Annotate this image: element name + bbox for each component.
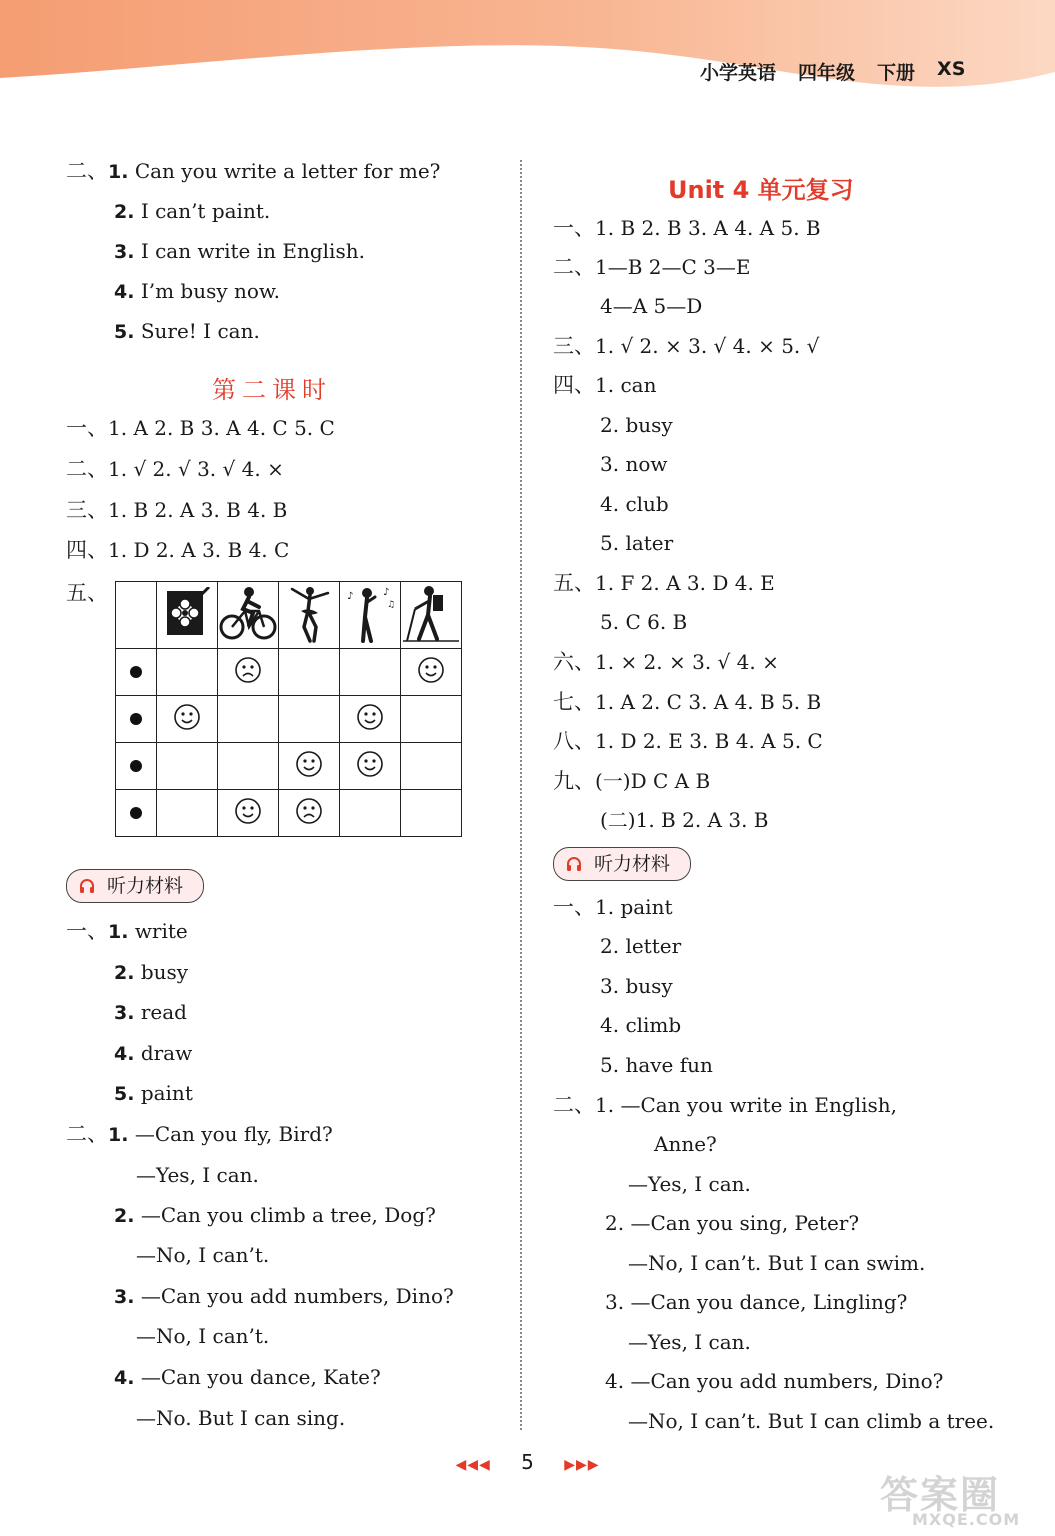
answer-text: 1. D 2. A 3. B 4. C	[108, 538, 290, 562]
bullet-dot	[130, 807, 142, 819]
page-number: 5	[521, 1450, 534, 1474]
header-grade: 四年级	[798, 62, 856, 84]
table-cell	[401, 743, 462, 790]
header-volume: 下册	[877, 62, 916, 84]
svg-text:♪: ♪	[347, 591, 354, 602]
section-marker: 五、	[66, 581, 108, 605]
svg-text:♪: ♪	[383, 587, 390, 598]
right-answer-row	[600, 451, 667, 477]
bullet-cell	[116, 743, 157, 790]
right-answer-row	[600, 609, 687, 635]
flower-painting-icon	[157, 582, 218, 649]
sad-face-icon	[295, 797, 323, 825]
header-subject: 小学英语	[700, 62, 777, 84]
section-marker: 二、	[66, 159, 108, 183]
right-listen1-row	[600, 933, 681, 959]
right-answer-row	[553, 254, 751, 280]
watermark-logo	[870, 1468, 1050, 1532]
right-listen1-row	[553, 894, 672, 920]
answer-text: 5. have fun	[600, 1053, 713, 1077]
left-p1-line1	[66, 158, 440, 185]
section-marker: 三、	[553, 334, 595, 358]
table-cell	[279, 790, 340, 837]
item-number: 1.	[108, 1124, 129, 1146]
table-cell	[340, 743, 401, 790]
answer-table	[115, 581, 462, 837]
item-number: 3.	[114, 1002, 135, 1024]
listen2-row	[114, 1283, 454, 1310]
table-cell	[279, 696, 340, 743]
dialogue-line: 3. —Can you dance, Lingling?	[605, 1290, 908, 1314]
lesson-title: 第二课时	[212, 376, 332, 404]
left-p1-line2	[114, 198, 270, 225]
section-marker: 一、	[553, 895, 595, 919]
tag-label: 听力材料	[107, 875, 184, 897]
item-number: 3.	[114, 1286, 135, 1308]
bullet-cell	[116, 696, 157, 743]
listen2-row	[136, 1405, 345, 1431]
watermark-text: 答案圈	[880, 1473, 1001, 1517]
bullet-dot	[130, 760, 142, 772]
table-cell	[340, 696, 401, 743]
table-row	[116, 743, 462, 790]
right-listen2-row	[654, 1131, 717, 1157]
table-cell	[218, 649, 279, 696]
answer-text: 1. × 2. × 3. √ 4. ×	[595, 650, 779, 674]
table-cell	[401, 649, 462, 696]
item-number: 1.	[108, 161, 129, 183]
table-cell	[218, 743, 279, 790]
right-listen2-row	[628, 1408, 994, 1434]
answer-text: 1. F 2. A 3. D 4. E	[595, 571, 775, 595]
bullet-cell	[116, 790, 157, 837]
answer-text: 1. paint	[595, 895, 673, 919]
listen2-row	[136, 1242, 269, 1268]
section-marker: 一、	[66, 919, 108, 943]
listen1-row	[114, 1080, 193, 1107]
happy-face-icon	[234, 797, 262, 825]
right-listen2-row	[628, 1171, 751, 1197]
dialogue-question: —Can you add numbers, Dino?	[140, 1284, 454, 1308]
answer-text: I can write in English.	[140, 239, 365, 263]
headphones-icon	[566, 856, 582, 872]
dialogue-line: 1. —Can you write in English,	[595, 1093, 898, 1117]
right-listen2-row	[605, 1368, 943, 1394]
bullet-cell	[116, 649, 157, 696]
listen1-row	[114, 959, 188, 986]
table-header-row	[116, 582, 462, 649]
left-answer-row	[66, 415, 335, 441]
section-marker: 四、	[66, 538, 108, 562]
header-info	[700, 58, 965, 85]
item-number: 4.	[114, 1043, 135, 1065]
section-marker: 六、	[553, 650, 595, 674]
header-wave	[0, 0, 1055, 112]
dialogue-line: —No, I can’t. But I can swim.	[628, 1251, 926, 1275]
dialogue-answer: —No, I can’t.	[136, 1243, 270, 1267]
right-listen2-row	[628, 1329, 751, 1355]
item-number: 5.	[114, 1083, 135, 1105]
header-band	[0, 0, 1055, 112]
right-answer-row	[600, 530, 673, 556]
right-answer-row	[600, 412, 673, 438]
bullet-dot	[130, 713, 142, 725]
dialogue-line: Anne?	[654, 1132, 717, 1156]
dialogue-answer: —No, I can’t.	[136, 1324, 270, 1348]
right-answer-row	[553, 689, 821, 715]
answer-text: 1. B 2. A 3. B 4. B	[108, 498, 288, 522]
answer-text: 4. club	[600, 492, 669, 516]
answer-text: 1. B 2. B 3. A 4. A 5. B	[595, 216, 821, 240]
listen2-row	[136, 1162, 259, 1188]
answer-text: 5. later	[600, 531, 674, 555]
left-p1-line3	[114, 238, 365, 265]
answer-text: busy	[140, 960, 189, 984]
right-listen2-row	[605, 1210, 859, 1236]
cycling-icon	[218, 582, 279, 649]
section-marker: 二、	[553, 1093, 595, 1117]
listen1-row	[114, 999, 187, 1026]
item-number: 4.	[114, 1367, 135, 1389]
answer-text: 1. D 2. E 3. B 4. A 5. C	[595, 729, 823, 753]
listen2-row	[66, 1121, 333, 1148]
happy-face-icon	[356, 703, 384, 731]
dialogue-line: —Yes, I can.	[628, 1172, 751, 1196]
listening-material-tag	[553, 847, 691, 881]
right-listen1-row	[600, 973, 673, 999]
unit-title: Unit 4 单元复习	[668, 176, 854, 204]
dialogue-answer: —Yes, I can.	[136, 1163, 259, 1187]
answer-text: 1. A 2. C 3. A 4. B 5. B	[595, 690, 822, 714]
right-answer-row	[553, 333, 819, 359]
next-arrows-icon: ▶▶▶	[564, 1457, 600, 1473]
listen1-row	[114, 1040, 192, 1067]
section-marker: 二、	[66, 1122, 108, 1146]
sad-face-icon	[234, 656, 262, 684]
item-number: 3.	[114, 241, 135, 263]
answer-text: I’m busy now.	[140, 279, 281, 303]
dialogue-answer: —No. But I can sing.	[136, 1406, 346, 1430]
right-answer-row	[553, 649, 779, 675]
dialogue-line: —Yes, I can.	[628, 1330, 751, 1354]
table-cell	[218, 696, 279, 743]
answer-text: 1. √ 2. × 3. √ 4. × 5. √	[595, 334, 820, 358]
item-number: 2.	[114, 962, 135, 984]
table-cell	[279, 649, 340, 696]
answer-text: 4—A 5—D	[600, 294, 703, 318]
dialogue-line: 2. —Can you sing, Peter?	[605, 1211, 860, 1235]
answer-text: 1. can	[595, 373, 657, 397]
section-marker: 三、	[66, 498, 108, 522]
bullet-dot	[130, 666, 142, 678]
table-cell	[340, 790, 401, 837]
answer-text: 1—B 2—C 3—E	[595, 255, 751, 279]
watermark-url: MXQE.COM	[912, 1510, 1021, 1529]
table-cell	[218, 790, 279, 837]
right-listen2-row	[553, 1092, 897, 1118]
left-p1-line4	[114, 278, 280, 305]
right-answer-row	[553, 215, 821, 241]
table-corner	[116, 582, 157, 649]
dialogue-question: —Can you fly, Bird?	[134, 1122, 333, 1146]
answer-text: 1. A 2. B 3. A 4. C 5. C	[108, 416, 335, 440]
happy-face-icon	[173, 703, 201, 731]
section-marker: 二、	[66, 457, 108, 481]
table-cell	[157, 649, 218, 696]
table-row	[116, 696, 462, 743]
item-number: 1.	[108, 921, 129, 943]
answer-text: 2. busy	[600, 413, 673, 437]
section-marker: 七、	[553, 690, 595, 714]
answer-text: paint	[140, 1081, 193, 1105]
table-cell	[157, 696, 218, 743]
dialogue-question: —Can you dance, Kate?	[140, 1365, 381, 1389]
right-listen2-row	[605, 1289, 907, 1315]
tag-label: 听力材料	[594, 853, 671, 875]
section-marker: 四、	[553, 373, 595, 397]
left-answer-row	[66, 497, 287, 523]
table-row	[116, 790, 462, 837]
answer-text: 2. letter	[600, 934, 682, 958]
singing-icon	[340, 582, 401, 649]
answer-text: write	[134, 919, 188, 943]
left-answer-row	[66, 537, 289, 563]
table-cell	[340, 649, 401, 696]
listen1-row	[66, 918, 188, 945]
table-row	[116, 649, 462, 696]
listen2-row	[114, 1202, 436, 1229]
section-marker: 一、	[66, 416, 108, 440]
answer-text: 5. C 6. B	[600, 610, 688, 634]
table-cell	[401, 790, 462, 837]
happy-face-icon	[356, 750, 384, 778]
answer-text: 1. √ 2. √ 3. √ 4. ×	[108, 457, 284, 481]
answer-text: read	[140, 1000, 187, 1024]
section-marker: 九、	[553, 769, 595, 793]
right-answer-row	[600, 293, 702, 319]
listen2-row	[114, 1364, 381, 1391]
answer-text: 4. climb	[600, 1013, 682, 1037]
answer-text: (一)D C A B	[595, 769, 711, 793]
table-section-marker	[66, 580, 108, 606]
listen2-row	[136, 1323, 269, 1349]
dialogue-question: —Can you climb a tree, Dog?	[140, 1203, 436, 1227]
section-marker: 八、	[553, 729, 595, 753]
answer-text: I can’t paint.	[140, 199, 271, 223]
item-number: 2.	[114, 1205, 135, 1227]
left-p1-line5	[114, 318, 260, 345]
right-answer-row	[600, 807, 768, 833]
right-answer-row	[553, 570, 775, 596]
answer-text: (二)1. B 2. A 3. B	[600, 808, 769, 832]
svg-text:♫: ♫	[387, 600, 396, 610]
right-listen1-row	[600, 1012, 681, 1038]
right-listen2-row	[628, 1250, 925, 1276]
right-listen1-row	[600, 1052, 713, 1078]
right-answer-row	[553, 728, 823, 754]
section-marker: 五、	[553, 571, 595, 595]
page-footer	[440, 1450, 615, 1478]
item-number: 2.	[114, 201, 135, 223]
left-answer-row	[66, 456, 284, 482]
section-marker: 一、	[553, 216, 595, 240]
right-answer-row	[553, 768, 710, 794]
header-edition: XS	[937, 58, 966, 80]
prev-arrows-icon: ◀◀◀	[455, 1457, 491, 1473]
table-cell	[157, 790, 218, 837]
section-marker: 二、	[553, 255, 595, 279]
table-cell	[401, 696, 462, 743]
item-number: 4.	[114, 281, 135, 303]
answer-text: 3. now	[600, 452, 668, 476]
hiking-icon	[401, 582, 462, 649]
right-answer-row	[553, 372, 656, 398]
listening-material-tag	[66, 869, 204, 903]
dancing-icon	[279, 582, 340, 649]
dialogue-line: 4. —Can you add numbers, Dino?	[605, 1369, 944, 1393]
happy-face-icon	[295, 750, 323, 778]
headphones-icon	[79, 878, 95, 894]
answer-text: 3. busy	[600, 974, 673, 998]
table-cell	[157, 743, 218, 790]
dialogue-line: —No, I can’t. But I can climb a tree.	[628, 1409, 995, 1433]
item-number: 5.	[114, 321, 135, 343]
right-answer-row	[600, 491, 669, 517]
answer-text: Sure! I can.	[140, 319, 260, 343]
column-divider	[520, 160, 522, 1430]
table-cell	[279, 743, 340, 790]
answer-text: draw	[140, 1041, 193, 1065]
happy-face-icon	[417, 656, 445, 684]
answer-text: Can you write a letter for me?	[134, 159, 441, 183]
